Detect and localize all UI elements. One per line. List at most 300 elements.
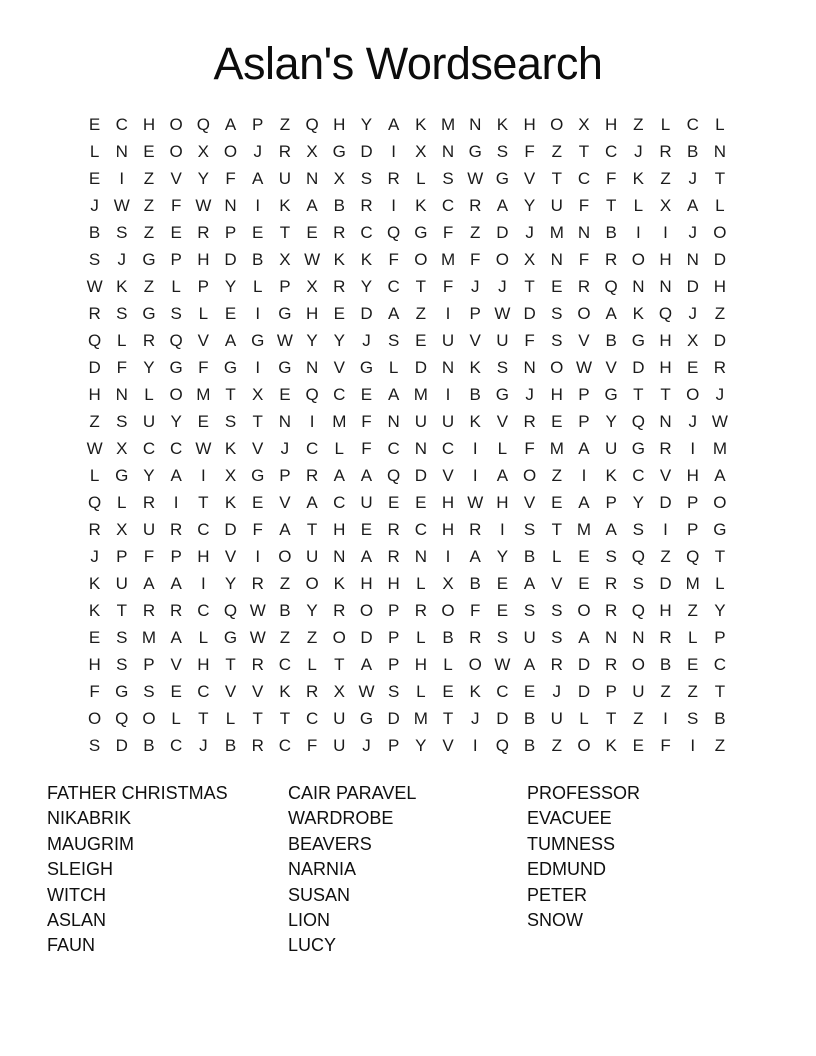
- grid-letter: C: [197, 681, 210, 701]
- grid-letter: N: [278, 411, 292, 431]
- grid-letter: B: [143, 735, 155, 755]
- grid-letter: Y: [306, 600, 318, 620]
- grid-letter: B: [469, 573, 481, 593]
- grid-letter: Z: [551, 735, 562, 755]
- grid-letter: H: [414, 654, 427, 674]
- grid-letter: N: [441, 141, 455, 161]
- word-list-item: LUCY: [288, 935, 337, 956]
- grid-letter: T: [306, 519, 318, 539]
- grid-letter: A: [224, 330, 237, 350]
- grid-letter: X: [333, 168, 345, 188]
- grid-letter: D: [88, 357, 101, 377]
- grid-letter: Z: [551, 141, 562, 161]
- grid-letter: N: [441, 357, 455, 377]
- grid-letter: G: [631, 438, 645, 458]
- grid-letter: F: [524, 141, 535, 161]
- grid-letter: M: [712, 438, 727, 458]
- grid-letter: D: [496, 222, 509, 242]
- grid-letter: W: [249, 627, 266, 647]
- grid-letter: T: [714, 681, 726, 701]
- grid-letter: H: [441, 492, 455, 512]
- grid-letter: X: [306, 141, 318, 161]
- grid-letter: P: [605, 681, 617, 701]
- grid-letter: V: [170, 168, 182, 188]
- grid-letter: O: [577, 600, 591, 620]
- grid-letter: E: [687, 357, 699, 377]
- grid-letter: E: [442, 681, 454, 701]
- grid-letter: D: [659, 573, 672, 593]
- grid-letter: Q: [604, 276, 618, 296]
- grid-letter: E: [578, 546, 590, 566]
- grid-letter: Q: [87, 330, 102, 350]
- grid-letter: O: [223, 141, 238, 161]
- grid-letter: C: [387, 276, 400, 296]
- grid-letter: D: [577, 681, 591, 701]
- grid-letter: X: [415, 141, 427, 161]
- grid-letter: E: [578, 573, 590, 593]
- grid-letter: F: [442, 222, 454, 242]
- grid-letter: S: [442, 168, 454, 188]
- grid-letter: H: [686, 465, 699, 485]
- grid-letter: Y: [415, 735, 427, 755]
- grid-letter: L: [117, 330, 127, 350]
- grid-letter: E: [387, 492, 400, 512]
- grid-letter: R: [333, 276, 346, 296]
- grid-letter: E: [170, 222, 182, 242]
- grid-letter: F: [198, 357, 209, 377]
- grid-letter: E: [687, 654, 699, 674]
- grid-letter: M: [196, 384, 211, 404]
- grid-letter: F: [524, 330, 535, 350]
- grid-letter: V: [224, 681, 237, 701]
- grid-letter: M: [549, 438, 564, 458]
- grid-letter: V: [333, 357, 345, 377]
- grid-letter: D: [414, 465, 427, 485]
- grid-letter: C: [686, 114, 699, 134]
- word-list-item: EDMUND: [527, 859, 606, 880]
- grid-letter: R: [333, 222, 346, 242]
- grid-letter: S: [496, 627, 509, 647]
- grid-letter: L: [198, 303, 209, 323]
- grid-letter: I: [200, 573, 206, 593]
- grid-letter: H: [550, 384, 563, 404]
- grid-letter: R: [387, 168, 400, 188]
- grid-letter: N: [659, 411, 672, 431]
- grid-letter: L: [687, 627, 698, 647]
- grid-letter: X: [578, 114, 590, 134]
- grid-letter: G: [169, 357, 183, 377]
- grid-letter: X: [333, 681, 345, 701]
- grid-letter: E: [224, 303, 237, 323]
- grid-letter: Z: [714, 303, 726, 323]
- grid-letter: K: [360, 249, 373, 269]
- grid-letter: A: [605, 303, 617, 323]
- grid-letter: K: [224, 492, 237, 512]
- grid-letter: E: [632, 735, 645, 755]
- grid-letter: T: [660, 384, 671, 404]
- grid-letter: R: [469, 519, 482, 539]
- grid-letter: G: [332, 141, 346, 161]
- grid-letter: O: [468, 654, 482, 674]
- grid-letter: V: [523, 492, 536, 512]
- grid-letter: R: [251, 735, 264, 755]
- grid-letter: D: [713, 330, 727, 350]
- grid-letter: J: [117, 249, 127, 269]
- grid-letter: C: [115, 114, 128, 134]
- grid-letter: F: [524, 438, 535, 458]
- grid-letter: Y: [224, 573, 237, 593]
- grid-letter: X: [279, 249, 291, 269]
- grid-letter: H: [441, 519, 455, 539]
- grid-letter: C: [197, 600, 210, 620]
- grid-letter: C: [333, 384, 346, 404]
- word-list-item: WITCH: [47, 884, 106, 905]
- grid-letter: B: [252, 249, 264, 269]
- grid-letter: N: [523, 357, 536, 377]
- grid-letter: N: [115, 141, 128, 161]
- grid-letter: Q: [305, 384, 319, 404]
- grid-letter: S: [632, 573, 645, 593]
- grid-letter: O: [414, 249, 428, 269]
- grid-letter: U: [550, 195, 563, 215]
- grid-letter: U: [305, 546, 319, 566]
- grid-letter: W: [113, 195, 130, 215]
- grid-letter: O: [332, 627, 346, 647]
- grid-letter: E: [306, 222, 318, 242]
- grid-letter: V: [605, 357, 617, 377]
- grid-letter: K: [469, 357, 481, 377]
- grid-letter: I: [690, 735, 696, 755]
- grid-letter: H: [659, 249, 672, 269]
- grid-letter: W: [467, 492, 484, 512]
- grid-letter: E: [360, 519, 373, 539]
- grid-letter: L: [660, 114, 671, 134]
- grid-letter: R: [278, 141, 292, 161]
- grid-letter: Z: [714, 735, 726, 755]
- grid-letter: G: [414, 222, 428, 242]
- grid-letter: R: [605, 249, 618, 269]
- grid-letter: Y: [224, 276, 237, 296]
- grid-letter: F: [361, 411, 372, 431]
- grid-letter: E: [252, 222, 264, 242]
- grid-letter: L: [252, 276, 263, 296]
- grid-letter: T: [225, 384, 236, 404]
- word-list-item: NARNIA: [288, 859, 357, 880]
- grid-letter: A: [387, 384, 400, 404]
- grid-letter: L: [497, 438, 508, 458]
- grid-letter: K: [88, 573, 101, 593]
- grid-letter: D: [686, 276, 699, 296]
- grid-letter: C: [142, 438, 156, 458]
- word-list-item: SLEIGH: [47, 859, 114, 880]
- grid-letter: A: [496, 465, 509, 485]
- grid-letter: Z: [143, 168, 155, 188]
- grid-letter: T: [198, 708, 209, 728]
- grid-letter: A: [170, 573, 182, 593]
- grid-letter: D: [713, 249, 727, 269]
- grid-letter: Q: [169, 330, 183, 350]
- grid-letter: J: [253, 141, 262, 161]
- grid-letter: U: [523, 627, 536, 647]
- grid-letter: E: [170, 681, 182, 701]
- grid-letter: P: [714, 627, 726, 647]
- grid-letter: T: [605, 708, 617, 728]
- grid-letter: V: [442, 735, 454, 755]
- grid-letter: I: [391, 195, 397, 215]
- grid-letter: C: [605, 141, 618, 161]
- grid-letter: C: [496, 681, 509, 701]
- grid-letter: T: [714, 168, 726, 188]
- grid-letter: M: [332, 411, 347, 431]
- grid-letter: V: [659, 465, 672, 485]
- grid-letter: Z: [306, 627, 318, 647]
- grid-letter: X: [687, 330, 699, 350]
- grid-letter: N: [469, 114, 482, 134]
- grid-letter: D: [659, 492, 672, 512]
- grid-letter: I: [255, 357, 261, 377]
- grid-letter: A: [306, 492, 318, 512]
- grid-letter: L: [416, 168, 426, 188]
- grid-letter: P: [687, 492, 699, 512]
- grid-letter: K: [415, 114, 427, 134]
- grid-letter: E: [88, 114, 101, 134]
- grid-letter: B: [605, 222, 617, 242]
- grid-letter: B: [279, 600, 291, 620]
- grid-letter: S: [116, 222, 128, 242]
- grid-letter: W: [86, 438, 103, 458]
- grid-letter: Z: [551, 465, 562, 485]
- grid-letter: S: [387, 330, 400, 350]
- grid-letter: V: [252, 681, 264, 701]
- grid-letter: X: [306, 276, 318, 296]
- grid-letter: N: [305, 357, 319, 377]
- grid-letter: J: [688, 222, 697, 242]
- grid-letter: E: [523, 681, 536, 701]
- grid-letter: U: [333, 735, 346, 755]
- grid-letter: V: [224, 546, 237, 566]
- word-list-item: ASLAN: [47, 909, 107, 930]
- grid-letter: M: [549, 222, 564, 242]
- grid-letter: A: [578, 438, 590, 458]
- grid-letter: L: [307, 654, 317, 674]
- grid-letter: E: [88, 627, 101, 647]
- grid-letter: Q: [631, 411, 645, 431]
- grid-letter: S: [116, 303, 128, 323]
- grid-letter: H: [387, 573, 400, 593]
- word-list-column: [288, 781, 416, 959]
- grid-letter: O: [550, 114, 564, 134]
- grid-letter: K: [333, 573, 345, 593]
- grid-letter: F: [170, 195, 182, 215]
- grid-letter: A: [224, 114, 237, 134]
- grid-letter: L: [117, 492, 127, 512]
- grid-letter: A: [387, 303, 400, 323]
- grid-letter: B: [523, 708, 536, 728]
- grid-letter: W: [195, 438, 212, 458]
- grid-letter: A: [469, 546, 481, 566]
- grid-letter: B: [659, 654, 672, 674]
- grid-letter: A: [279, 519, 291, 539]
- word-list-item: BEAVERS: [288, 833, 372, 854]
- grid-letter: N: [333, 546, 346, 566]
- grid-letter: O: [142, 708, 156, 728]
- grid-letter: J: [470, 276, 480, 296]
- grid-letter: B: [687, 141, 699, 161]
- grid-letter: T: [279, 708, 291, 728]
- grid-letter: P: [387, 627, 400, 647]
- grid-letter: Q: [87, 492, 102, 512]
- grid-letter: R: [142, 330, 156, 350]
- grid-letter: S: [551, 330, 563, 350]
- grid-letter: T: [551, 168, 562, 188]
- grid-letter: W: [276, 330, 293, 350]
- grid-letter: V: [197, 330, 210, 350]
- grid-letter: A: [252, 168, 264, 188]
- grid-letter: H: [197, 546, 210, 566]
- grid-letter: P: [687, 519, 699, 539]
- grid-letter: B: [88, 222, 101, 242]
- grid-letter: G: [359, 708, 374, 728]
- grid-letter: L: [443, 654, 453, 674]
- grid-letter: A: [170, 627, 182, 647]
- grid-letter: N: [713, 141, 727, 161]
- grid-letter: J: [280, 438, 290, 458]
- grid-letter: Y: [605, 411, 617, 431]
- grid-letter: H: [659, 600, 672, 620]
- grid-letter: H: [659, 330, 672, 350]
- grid-letter: E: [360, 384, 373, 404]
- grid-letter: P: [387, 654, 400, 674]
- grid-letter: W: [711, 411, 728, 431]
- grid-letter: D: [224, 249, 237, 269]
- grid-letter: D: [632, 357, 645, 377]
- grid-letter: Y: [306, 330, 318, 350]
- grid-letter: Q: [495, 735, 510, 755]
- grid-letter: N: [414, 438, 427, 458]
- grid-letter: N: [632, 276, 645, 296]
- grid-letter: R: [305, 465, 319, 485]
- grid-letter: L: [171, 708, 181, 728]
- grid-letter: I: [472, 465, 478, 485]
- grid-letter: K: [279, 195, 291, 215]
- grid-letter: T: [714, 546, 726, 566]
- grid-letter: A: [306, 195, 318, 215]
- grid-letter: I: [255, 195, 261, 215]
- grid-letter: F: [143, 546, 155, 566]
- grid-letter: C: [305, 438, 319, 458]
- grid-letter: I: [200, 465, 206, 485]
- grid-letter: C: [414, 519, 427, 539]
- grid-letter: R: [577, 276, 591, 296]
- grid-letter: R: [360, 195, 373, 215]
- word-list-item: FAUN: [47, 935, 96, 956]
- grid-letter: G: [278, 357, 292, 377]
- grid-letter: T: [252, 411, 263, 431]
- grid-letter: P: [116, 546, 128, 566]
- grid-letter: H: [659, 357, 672, 377]
- grid-letter: S: [224, 411, 237, 431]
- grid-letter: H: [88, 384, 101, 404]
- grid-letter: O: [441, 600, 455, 620]
- word-list-item: FATHER CHRISTMAS: [47, 783, 228, 803]
- grid-letter: O: [550, 357, 564, 377]
- grid-letter: A: [360, 546, 373, 566]
- grid-letter: U: [142, 411, 156, 431]
- grid-letter: P: [170, 546, 182, 566]
- grid-letter: R: [88, 303, 101, 323]
- grid-letter: Z: [687, 600, 698, 620]
- grid-letter: C: [387, 438, 400, 458]
- grid-letter: C: [305, 708, 319, 728]
- grid-letter: C: [333, 492, 346, 512]
- grid-letter: I: [309, 411, 315, 431]
- grid-letter: L: [416, 681, 426, 701]
- grid-letter: X: [224, 465, 237, 485]
- grid-letter: L: [89, 465, 100, 485]
- grid-letter: Q: [658, 303, 673, 323]
- grid-letter: F: [89, 681, 100, 701]
- grid-letter: K: [632, 168, 645, 188]
- word-list-column: [527, 781, 640, 933]
- grid-letter: F: [578, 195, 590, 215]
- grid-letter: O: [631, 654, 645, 674]
- grid-letter: I: [391, 141, 397, 161]
- grid-letter: P: [252, 114, 264, 134]
- grid-letter: S: [360, 168, 373, 188]
- grid-letter: K: [88, 600, 101, 620]
- grid-letter: I: [500, 519, 505, 539]
- grid-letter: I: [255, 303, 261, 323]
- page-title: Aslan's Wordsearch: [213, 38, 603, 89]
- grid-letter: N: [686, 249, 699, 269]
- grid-letter: X: [523, 249, 536, 269]
- grid-letter: A: [523, 654, 536, 674]
- grid-letter: G: [223, 627, 238, 647]
- grid-letter: R: [88, 519, 101, 539]
- grid-letter: T: [524, 276, 535, 296]
- grid-letter: O: [169, 384, 183, 404]
- grid-letter: E: [415, 492, 427, 512]
- grid-letter: W: [494, 303, 511, 323]
- grid-letter: L: [633, 195, 644, 215]
- grid-letter: R: [659, 438, 672, 458]
- grid-letter: K: [632, 303, 645, 323]
- grid-letter: Y: [170, 411, 182, 431]
- grid-letter: A: [360, 654, 373, 674]
- grid-letter: D: [387, 708, 400, 728]
- grid-letter: U: [441, 411, 455, 431]
- word-list-item: CAIR PARAVEL: [288, 783, 417, 803]
- grid-letter: G: [278, 303, 292, 323]
- grid-letter: D: [414, 357, 427, 377]
- grid-letter: W: [467, 168, 484, 188]
- grid-letter: Z: [279, 573, 291, 593]
- word-list: [0, 781, 816, 971]
- grid-letter: H: [333, 114, 346, 134]
- grid-letter: Y: [632, 492, 645, 512]
- grid-letter: Y: [523, 195, 536, 215]
- grid-letter: J: [525, 222, 534, 242]
- grid-letter: F: [470, 249, 481, 269]
- grid-letter: O: [87, 708, 102, 728]
- grid-letter: R: [605, 600, 618, 620]
- word-list-item: SNOW: [527, 909, 583, 930]
- grid-letter: E: [496, 600, 509, 620]
- grid-letter: J: [688, 168, 697, 188]
- grid-letter: G: [713, 519, 727, 539]
- grid-letter: U: [333, 708, 346, 728]
- grid-letter: S: [523, 600, 536, 620]
